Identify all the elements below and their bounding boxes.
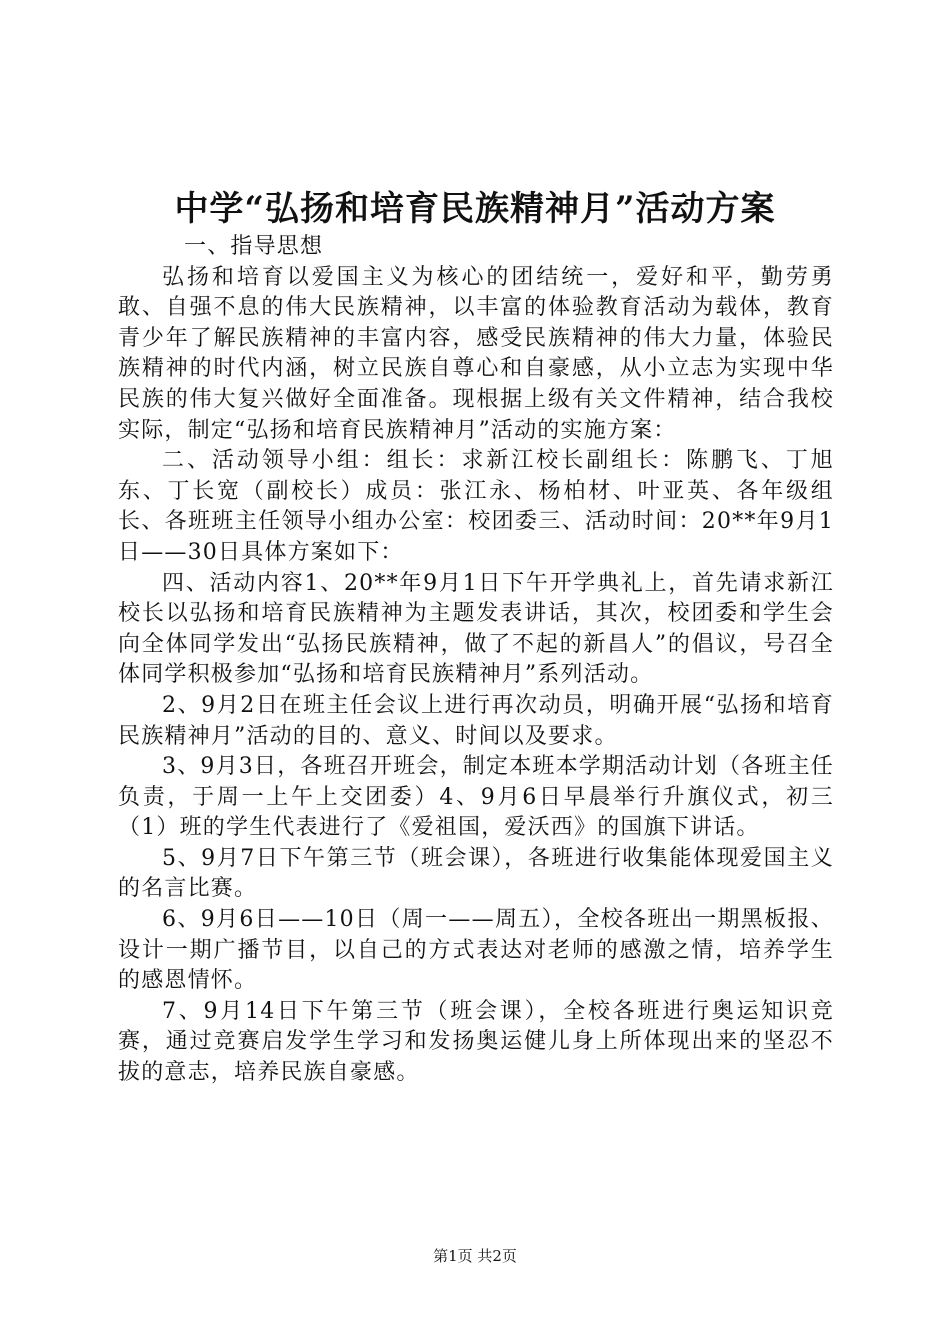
page-number-footer: 第1页 共2页 (433, 1247, 517, 1265)
paragraph-activity-3-4: 3、9月3日，各班召开班会，制定本班本学期活动计划（各班主任负责，于周一上午上交团委）4、9月6日早晨举行升旗仪式，初三（1）班的学生代表进行了《爱祖国，爱沃西》的国旗下讲话。 (118, 754, 834, 841)
paragraph-guiding-thought: 弘扬和培育以爱国主义为核心的团结统一，爱好和平，勤劳勇敢、自强不息的伟大民族精神，以丰富的体验教育活动为载体，教育青少年了解民族精神的丰富内容，感受民族精神的伟大力量，体验民族精神的时代内涵，树立民族自尊心和自豪感，从小立志为实现中华民族的伟大复兴做好全面准备。现根据上级有关文件精神，结合我校实际，制定“弘扬和培育民族精神月”活动的实施方案： (118, 264, 834, 443)
paragraph-activity-1: 四、活动内容1、20**年9月1日下午开学典礼上，首先请求新江校长以弘扬和培育民族精神为主题发表讲话，其次，校团委和学生会向全体同学发出“弘扬民族精神，做了不起的新昌人”的倡议，号召全体同学积极参加“弘扬和培育民族精神月”系列活动。 (118, 570, 834, 688)
paragraph-leadership-group: 二、活动领导小组：组长：求新江校长副组长：陈鹏飞、丁旭东、丁长宽（副校长）成员：张江永、杨柏材、叶亚英、各年级组长、各班班主任领导小组办公室：校团委三、活动时间：20**年9月1日——30日具体方案如下： (118, 448, 834, 565)
paragraph-activity-5: 5、9月7日下午第三节（班会课），各班进行收集能体现爱国主义的名言比赛。 (118, 845, 834, 902)
paragraph-activity-2: 2、9月2日在班主任会议上进行再次动员，明确开展“弘扬和培育民族精神月”活动的目的、意义、时间以及要求。 (118, 692, 834, 749)
paragraph-activity-6: 6、9月6日——10日（周一——周五），全校各班出一期黑板报、设计一期广播节目，以自己的方式表达对老师的感激之情，培养学生的感恩情怀。 (118, 907, 834, 994)
document-body (118, 232, 834, 1089)
document-title: 中学“弘扬和培育民族精神月”活动方案 (174, 189, 776, 229)
paragraph-activity-7: 7、9月14日下午第三节（班会课），全校各班进行奥运知识竞赛，通过竞赛启发学生学习和发扬奥运健儿身上所体现出来的坚忍不拔的意志，培养民族自豪感。 (118, 998, 834, 1086)
section-heading-guiding-thought: 一、指导思想 (184, 234, 324, 259)
